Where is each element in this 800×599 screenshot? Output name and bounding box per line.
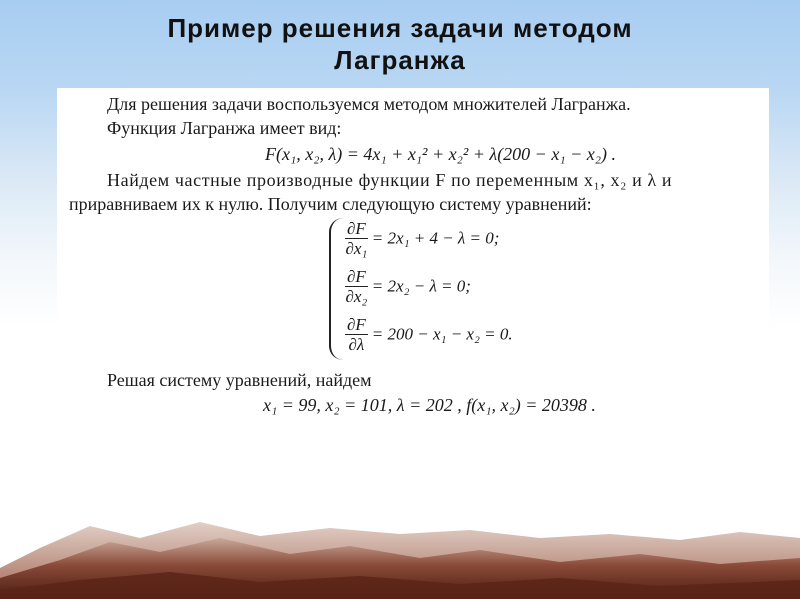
eq1-denominator: ∂x₁ [345,239,368,258]
document-image [57,88,769,512]
solution-formula: x₁ = 99, x₂ = 101, λ = 202 , f(x₁, x₂) = 20398 . [263,395,596,415]
slide-title-line1: Пример решения задачи методом [167,13,633,43]
equation-1 [345,220,499,264]
system-brace [329,218,343,360]
text-line-intro: Для решения задачи воспользуемся методом множителей Лагранжа. [107,94,631,114]
slide-title-line2: Лагранжа [334,45,466,75]
eq2-denominator: ∂x₂ [345,287,368,306]
eq3-denominator: ∂λ [348,335,365,354]
eq3-numerator: ∂F [347,315,366,334]
eq2-rhs: = 2x₂ − λ = 0; [371,276,471,296]
text-line-function: Функция Лагранжа имеет вид: [107,118,342,138]
mountains-decoration [0,508,800,599]
equation-3 [345,316,513,360]
text-line-derivatives: Найдем частные производные функции F по переменным x₁, x₂ и λ и [107,170,673,190]
text-line-system: приравниваем их к нулю. Получим следующую систему уравнений: [69,194,592,214]
equation-system [329,218,589,360]
equation-2 [345,268,471,312]
eq2-numerator: ∂F [347,267,366,286]
text-line-solving: Решая систему уравнений, найдем [107,370,372,390]
eq3-rhs: = 200 − x₁ − x₂ = 0. [371,324,513,344]
slide-title [0,12,800,76]
eq1-rhs: = 2x₁ + 4 − λ = 0; [371,228,500,248]
lagrange-formula: F(x₁, x₂, λ) = 4x₁ + x₁² + x₂² + λ(200 − x₁ − x₂) . [265,144,616,164]
eq1-numerator: ∂F [347,219,366,238]
